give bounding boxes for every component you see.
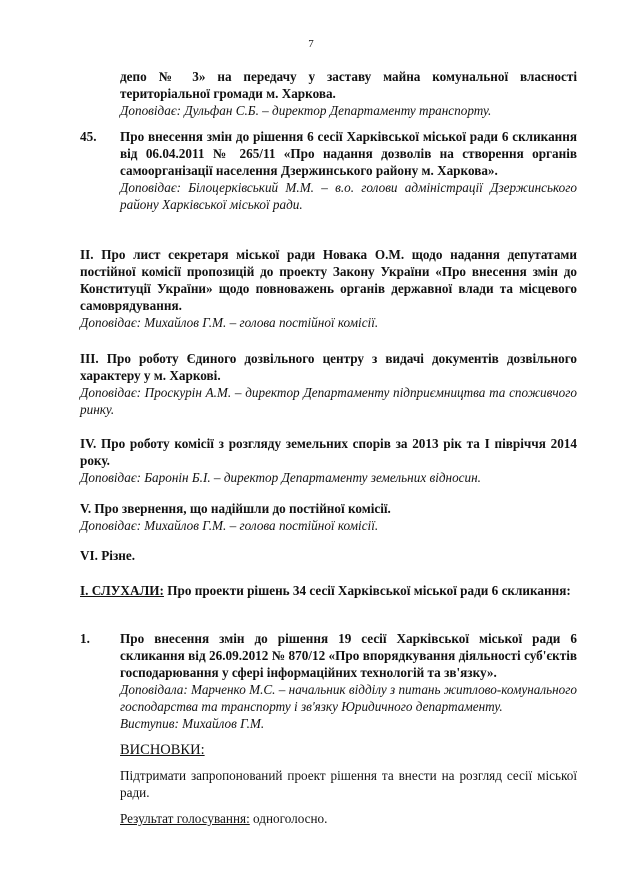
heard-paragraph [80, 582, 577, 599]
vote-label: Результат голосування: [120, 811, 250, 826]
conclusions-label: ВИСНОВКИ: [120, 742, 205, 758]
section-text: V. Про звернення, що надійшли до постійної комісії. [80, 501, 391, 516]
agenda-section-6 [80, 547, 577, 564]
section-text: II. Про лист секретаря міської ради Новака О.М. щодо надання депутатами постійної комісії пропозицій до проекту Закону України «Про внесення змін до Конституції України» щодо повноважень органів державної влади та місцевого самоврядування. [80, 247, 577, 313]
agenda-item-speaker: Доповідає: Білоцерківський М.М. – в.о. голови адміністрації Дзержинського району Харківської міської ради. [120, 180, 577, 212]
conclusions-text: Підтримати запропонований проект рішення та внести на розгляд сесії міської ради. [120, 768, 577, 800]
agenda-item-text: депо № 3» на передачу у заставу майна комунальної власності територіальної громади м. Харкова. [120, 69, 577, 101]
conclusions-heading [120, 742, 577, 759]
agenda-item-45 [120, 128, 577, 213]
agenda-item-text: Про внесення змін до рішення 6 сесії Харківської міської ради 6 скликання від 06.04.2011 № 265/11 «Про надання дозволів на створення органів самоорганізації населення Дзержинського району м. Харкова». [120, 129, 577, 178]
heard-item-speech: Виступив: Михайлов Г.М. [120, 716, 265, 731]
heard-item-speaker: Доповідала: Марченко М.С. – начальник відділу з питань житлово-комунального господарства та транспорту і зв'язку Юридичного департаменту. [120, 682, 577, 714]
agenda-section-4 [80, 435, 577, 486]
heard-item-number: 1. [80, 631, 90, 646]
page-number: 7 [308, 38, 314, 50]
agenda-item-number: 45. [80, 129, 97, 144]
agenda-section-2 [80, 246, 577, 331]
heard-item-1 [120, 630, 577, 827]
heard-label: І. СЛУХАЛИ: [80, 583, 164, 598]
heard-section [80, 582, 577, 599]
agenda-section-5 [80, 500, 577, 534]
section-text: IV. Про роботу комісії з розгляду земельних спорів за 2013 рік та І півріччя 2014 року. [80, 436, 577, 468]
section-text: III. Про роботу Єдиного дозвільного центру з видачі документів дозвільного характеру у м. Харкові. [80, 351, 577, 383]
section-speaker: Доповідає: Проскурін А.М. – директор Департаменту підприємництва та споживчого ринку. [80, 385, 577, 417]
heard-item-text: Про внесення змін до рішення 19 сесії Харківської міської ради 6 скликання від 26.09.2012 № 870/12 «Про впорядкування діяльності суб'єктів господарювання у сфері інформаційних технологій та зв'язку». [120, 631, 577, 680]
agenda-section-3 [80, 350, 577, 418]
vote-value: одноголосно. [249, 811, 328, 826]
vote-result [120, 810, 577, 827]
agenda-item-44-continuation [120, 68, 577, 119]
agenda-item-speaker: Доповідає: Дульфан С.Б. – директор Департаменту транспорту. [120, 103, 492, 118]
section-text: VI. Різне. [80, 548, 136, 563]
heard-text: Про проекти рішень 34 сесії Харківської міської ради 6 скликання: [163, 583, 571, 598]
section-speaker: Доповідає: Михайлов Г.М. – голова постійної комісії. [80, 518, 379, 533]
section-speaker: Доповідає: Баронін Б.І. – директор Департаменту земельних відносин. [80, 470, 481, 485]
section-speaker: Доповідає: Михайлов Г.М. – голова постійної комісії. [80, 315, 379, 330]
